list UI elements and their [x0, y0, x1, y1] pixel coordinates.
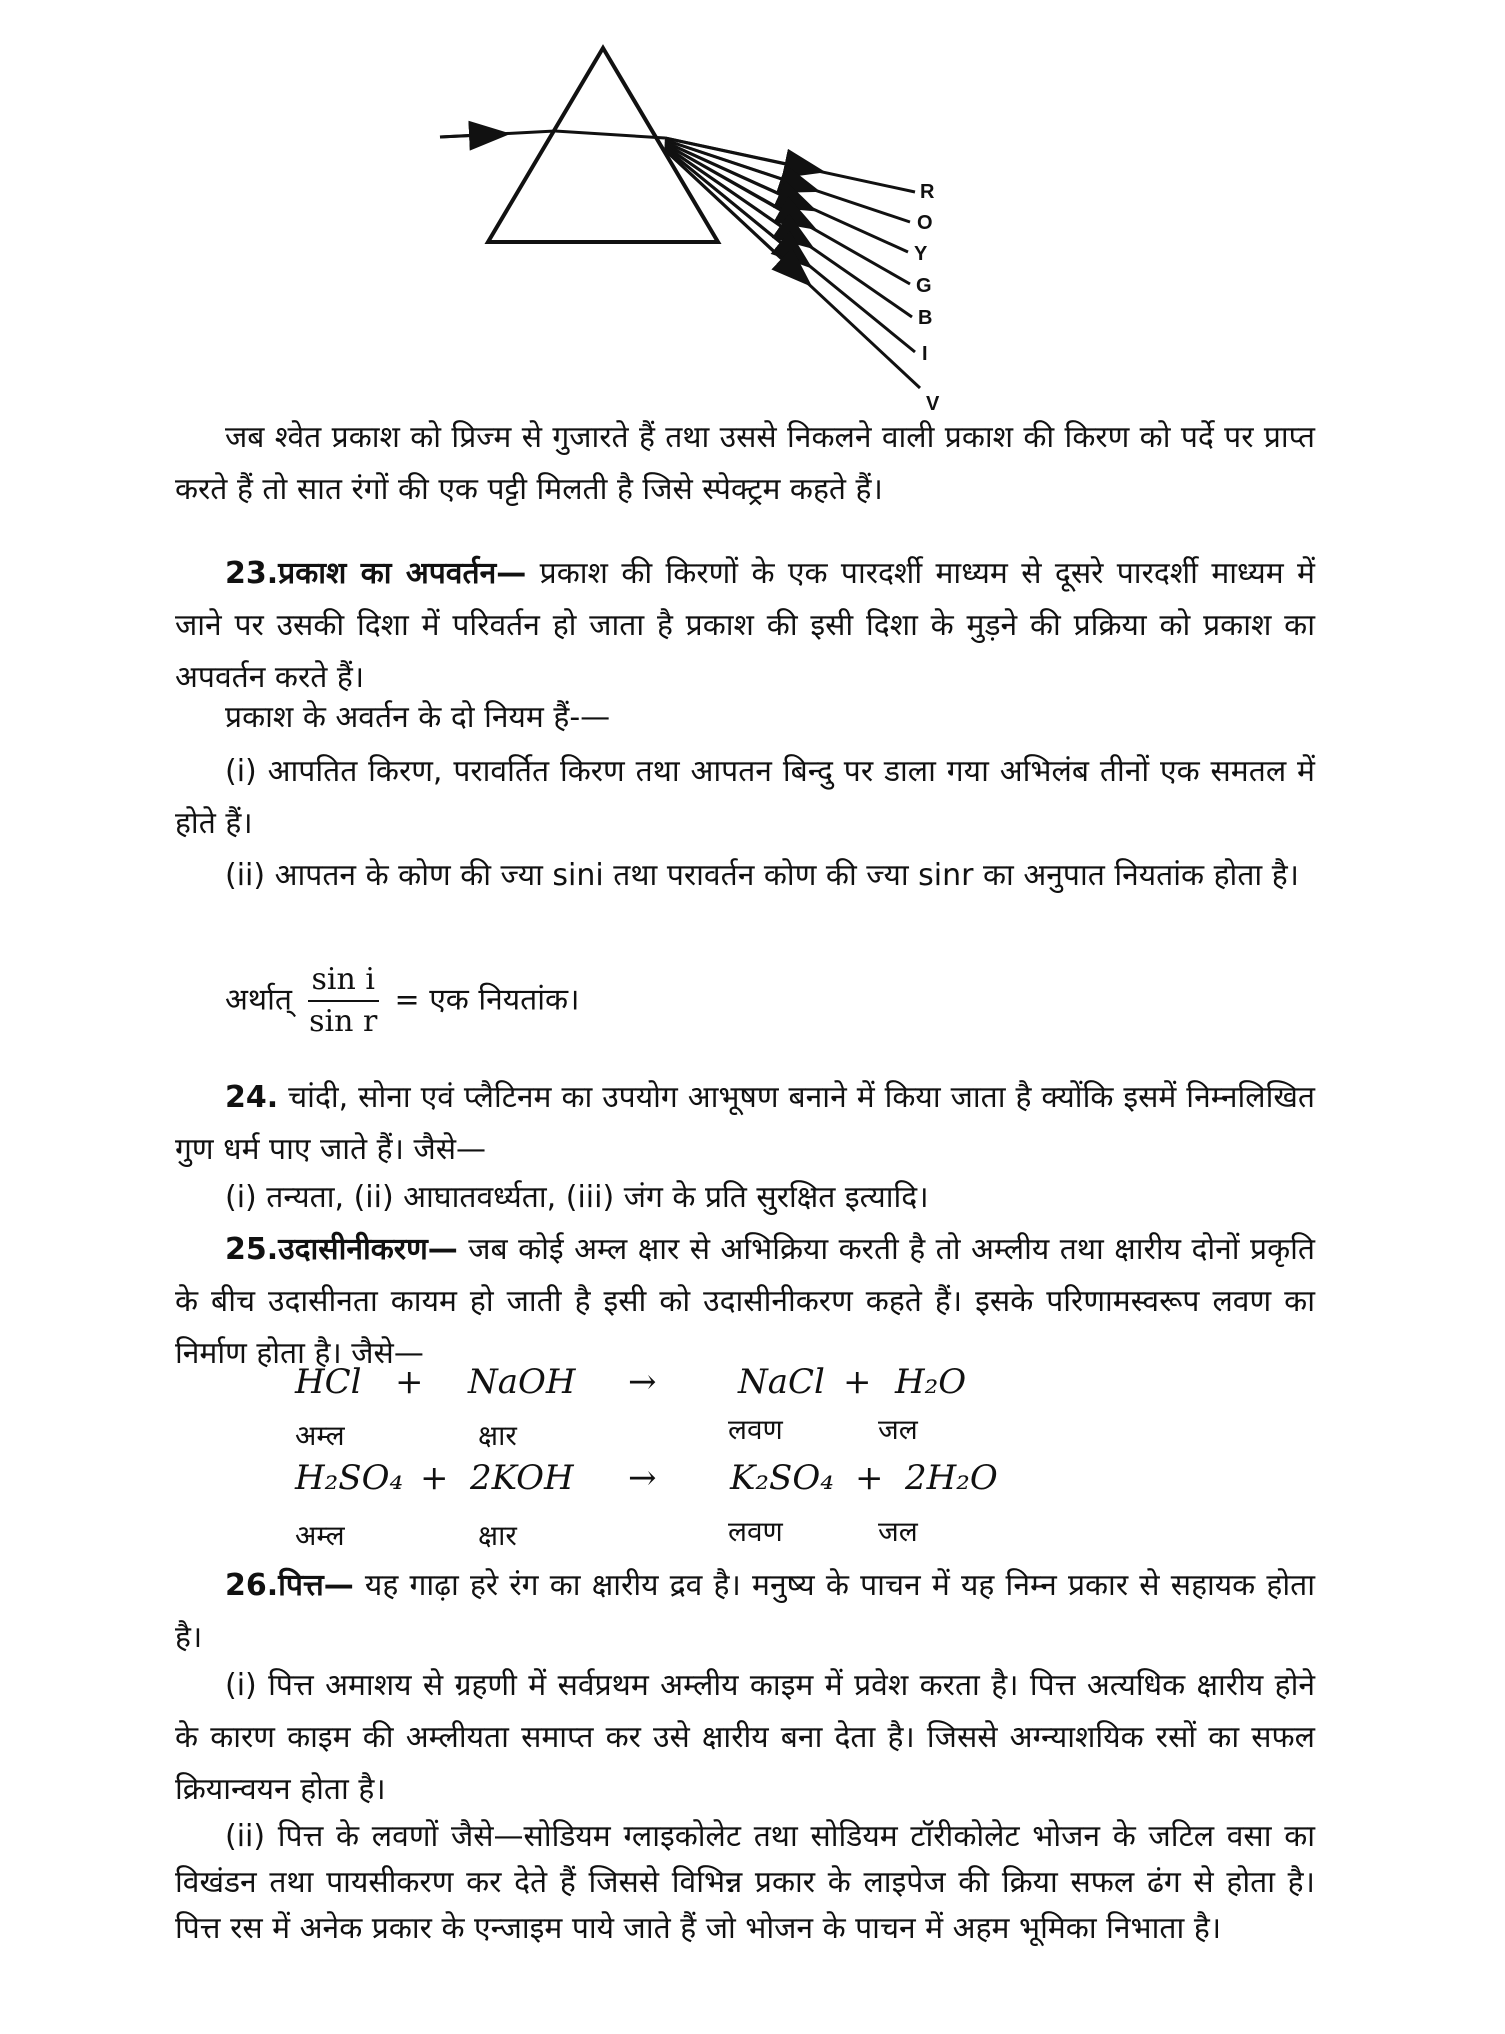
- eq1-label-water: जल: [878, 1413, 918, 1446]
- q23-paragraph: [175, 548, 1315, 704]
- law-2: (ii) आपतन के कोण की ज्या sini तथा परावर्तन कोण की ज्या sinr का अनुपात नियतांक होता है।: [225, 858, 1300, 893]
- eq2-label-base: क्षार: [478, 1519, 517, 1552]
- q25-title: उदासीनीकरण—: [278, 1232, 458, 1267]
- refracted-ray: [555, 131, 665, 138]
- eq2-product-salt: K₂SO₄: [730, 1458, 834, 1498]
- q23-body: प्रकाश की किरणों के एक पारदर्शी माध्यम से दूसरे पारदर्शी माध्यम में जाने पर उसकी दिशा में परिवर्तन हो जाता है प्रकाश की इसी दिशा के मुड़ने की प्रक्रिया को प्रकाश का अपवर्तन करते हैं।: [175, 556, 1316, 695]
- q24-number: 24.: [225, 1080, 279, 1115]
- eq2-label-water: जल: [878, 1515, 918, 1548]
- eq1-product-salt: NaCl: [738, 1362, 825, 1402]
- prism-dispersion-figure: [420, 30, 980, 425]
- spectrum-paragraph: जब श्वेत प्रकाश को प्रिज्म से गुजारते हैं तथा उससे निकलने वाली प्रकाश की किरण को पर्दे पर प्राप्त करते हैं तो सात रंगों की एक पट्टी मिलती है जिसे स्पेक्ट्रम कहते हैं।: [175, 420, 1315, 507]
- q26-number: 26.: [225, 1568, 279, 1603]
- q23-number: 23.: [225, 556, 279, 591]
- eq1-arrow: →: [628, 1362, 657, 1402]
- q24-body: चांदी, सोना एवं प्लैटिनम का उपयोग आभूषण बनाने में किया जाता है क्योंकि इसमें निम्नलिखित गुण धर्म पाए जाते हैं। जैसे—: [175, 1080, 1315, 1167]
- spectrum-label: Y: [914, 243, 928, 265]
- eq1-label-acid: अम्ल: [295, 1419, 345, 1452]
- spectrum-label: B: [918, 307, 933, 329]
- fraction-denominator: sin r: [309, 1004, 378, 1039]
- eq1-label-base: क्षार: [478, 1419, 517, 1452]
- eq2-product-water: 2H₂O: [905, 1458, 998, 1498]
- q24-properties: (i) तन्यता, (ii) आघातवर्ध्यता, (iii) जंग के प्रति सुरक्षित इत्यादि।: [225, 1180, 929, 1215]
- spectrum-label: I: [922, 343, 928, 365]
- fraction-rhs: = एक नियतांक।: [394, 982, 580, 1018]
- eq2-reactant-base: 2KOH: [470, 1458, 574, 1498]
- law-1: (i) आपतित किरण, परावर्तित किरण तथा आपतन बिन्दु पर डाला गया अभिलंब तीनों एक समतल में होते हैं।: [175, 754, 1315, 841]
- eq1-reactant-base: NaOH: [468, 1362, 576, 1402]
- eq1-reactant-acid: HCl: [295, 1362, 362, 1402]
- sine-ratio-fraction: [308, 960, 379, 1042]
- dispersed-rays: [665, 138, 920, 388]
- eq1-product-water: H₂O: [895, 1362, 967, 1402]
- spectrum-label: O: [917, 212, 933, 234]
- eq2-arrow: →: [628, 1458, 657, 1498]
- eq2-reactant-acid: H₂SO₄: [295, 1458, 404, 1498]
- snell-formula: [225, 960, 825, 1042]
- q26-title: पित्त—: [278, 1568, 354, 1603]
- q26-paragraph: [175, 1560, 1315, 1664]
- laws-intro: प्रकाश के अवर्तन के दो नियम हैं-—: [225, 700, 611, 735]
- q25-number: 25.: [225, 1232, 279, 1267]
- eq1-plus: +: [395, 1362, 424, 1402]
- eq2-label-salt: लवण: [728, 1515, 783, 1548]
- spectrum-label: V: [926, 393, 940, 415]
- spectrum-label: G: [916, 275, 932, 297]
- eq1-plus: +: [843, 1362, 872, 1402]
- spectrum-label: R: [920, 181, 935, 203]
- arthat-label: अर्थात्: [225, 982, 292, 1018]
- eq2-plus: +: [855, 1458, 884, 1498]
- q25-body: जब कोई अम्ल क्षार से अभिक्रिया करती है तो अम्लीय तथा क्षारीय दोनों प्रकृति के बीच उदासीनता कायम हो जाती है इसी को उदासीनीकरण कहते हैं। इसके परिणामस्वरूप लवण का निर्माण होता है। जैसे—: [175, 1232, 1315, 1371]
- q26-point-1: (i) पित्त अमाशय से ग्रहणी में सर्वप्रथम अम्लीय काइम में प्रवेश करता है। पित्त अत्यधिक क्षारीय होने के कारण काइम की अम्लीयता समाप्त कर उसे क्षारीय बना देता है। जिससे अग्न्याशयिक रसों का सफल क्रियान्वयन होता है।: [175, 1668, 1315, 1807]
- q25-paragraph: [175, 1224, 1315, 1380]
- eq2-plus: +: [420, 1458, 449, 1498]
- q23-title: प्रकाश का अपवर्तन—: [278, 556, 527, 591]
- eq2-label-acid: अम्ल: [295, 1519, 345, 1552]
- eq1-label-salt: लवण: [728, 1413, 783, 1446]
- q26-body: यह गाढ़ा हरे रंग का क्षारीय द्रव है। मनुष्य के पाचन में यह निम्न प्रकार से सहायक होता है।: [175, 1568, 1315, 1655]
- q26-point-2: (ii) पित्त के लवणों जैसे—सोडियम ग्लाइकोलेट तथा सोडियम टॉरीकोलेट भोजन के जटिल वसा का विखंडन तथा पायसीकरण कर देते हैं जिससे विभिन्न प्रकार के लाइपेज की क्रिया सफल ढंग से होता है। पित्त रस में अनेक प्रकार के एन्जाइम पाये जाते हैं जो भोजन के पाचन में अहम भूमिका निभाता है।: [175, 1819, 1315, 1946]
- fraction-numerator: sin i: [308, 960, 379, 1002]
- q24-paragraph: [175, 1072, 1315, 1176]
